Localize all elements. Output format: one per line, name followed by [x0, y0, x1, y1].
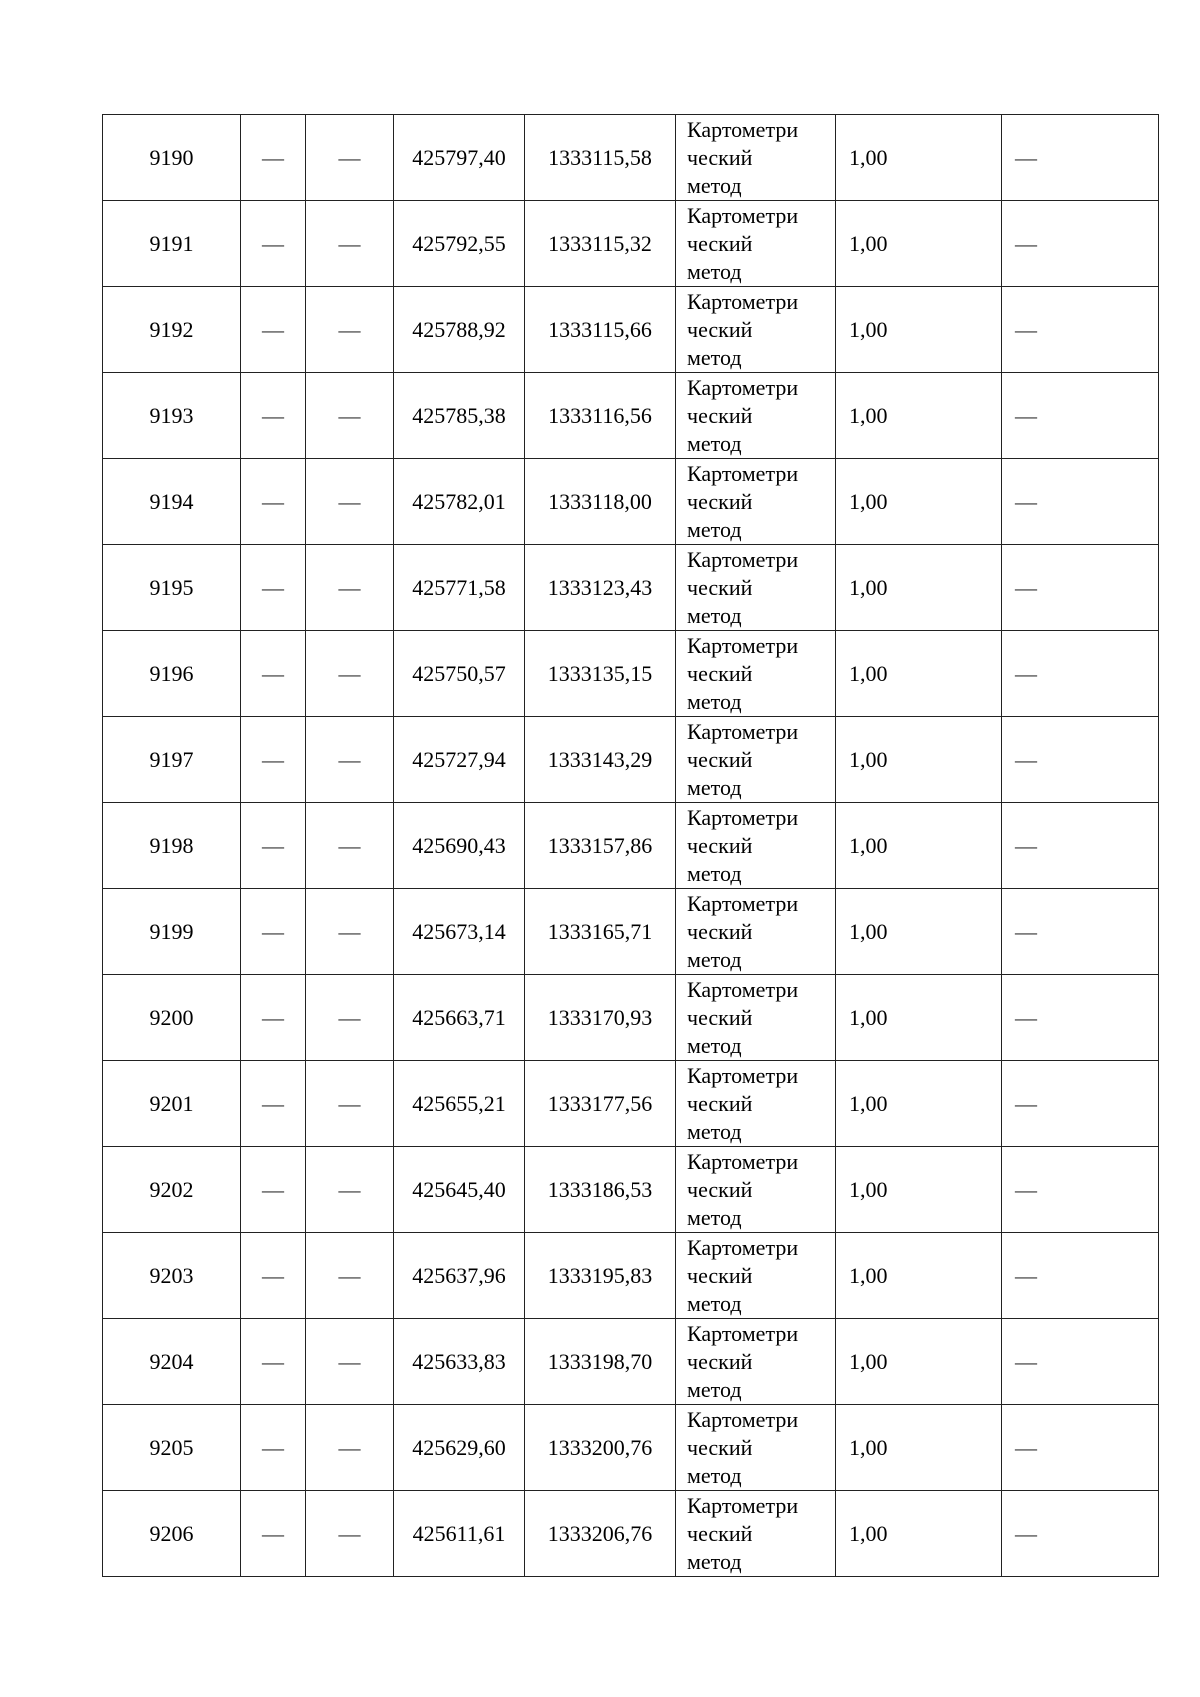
description-cell: —: [1002, 1233, 1159, 1319]
empty-value-cell: —: [241, 889, 306, 975]
empty-value-cell: —: [306, 1319, 394, 1405]
empty-value-cell: —: [241, 1405, 306, 1491]
table-row: [103, 1405, 1159, 1491]
table-row: [103, 287, 1159, 373]
method-cell: Картометри ческий метод: [676, 1061, 836, 1147]
y-coordinate-cell: 1333186,53: [525, 1147, 676, 1233]
empty-value-cell: —: [241, 545, 306, 631]
table-row: [103, 1491, 1159, 1577]
x-coordinate-cell: 425673,14: [394, 889, 525, 975]
x-coordinate-cell: 425690,43: [394, 803, 525, 889]
method-cell: Картометри ческий метод: [676, 975, 836, 1061]
table-row: [103, 717, 1159, 803]
x-coordinate-cell: 425750,57: [394, 631, 525, 717]
empty-value-cell: —: [306, 115, 394, 201]
method-cell: Картометри ческий метод: [676, 1405, 836, 1491]
table-row: [103, 459, 1159, 545]
point-number-cell: 9203: [103, 1233, 241, 1319]
empty-value-cell: —: [306, 1147, 394, 1233]
point-number-cell: 9191: [103, 201, 241, 287]
empty-value-cell: —: [241, 459, 306, 545]
description-cell: —: [1002, 1319, 1159, 1405]
table-row: [103, 975, 1159, 1061]
accuracy-cell: 1,00: [836, 803, 1002, 889]
table-row: [103, 803, 1159, 889]
point-number-cell: 9195: [103, 545, 241, 631]
method-cell: Картометри ческий метод: [676, 631, 836, 717]
method-cell: Картометри ческий метод: [676, 373, 836, 459]
y-coordinate-cell: 1333170,93: [525, 975, 676, 1061]
y-coordinate-cell: 1333123,43: [525, 545, 676, 631]
empty-value-cell: —: [241, 1319, 306, 1405]
description-cell: —: [1002, 975, 1159, 1061]
empty-value-cell: —: [241, 717, 306, 803]
table-row: [103, 1319, 1159, 1405]
point-number-cell: 9201: [103, 1061, 241, 1147]
empty-value-cell: —: [241, 201, 306, 287]
x-coordinate-cell: 425637,96: [394, 1233, 525, 1319]
accuracy-cell: 1,00: [836, 1061, 1002, 1147]
accuracy-cell: 1,00: [836, 1147, 1002, 1233]
point-number-cell: 9199: [103, 889, 241, 975]
method-cell: Картометри ческий метод: [676, 803, 836, 889]
point-number-cell: 9206: [103, 1491, 241, 1577]
empty-value-cell: —: [306, 975, 394, 1061]
empty-value-cell: —: [241, 1061, 306, 1147]
point-number-cell: 9204: [103, 1319, 241, 1405]
accuracy-cell: 1,00: [836, 115, 1002, 201]
table-body: [103, 115, 1159, 1577]
accuracy-cell: 1,00: [836, 1491, 1002, 1577]
description-cell: —: [1002, 287, 1159, 373]
point-number-cell: 9193: [103, 373, 241, 459]
accuracy-cell: 1,00: [836, 201, 1002, 287]
accuracy-cell: 1,00: [836, 459, 1002, 545]
description-cell: —: [1002, 889, 1159, 975]
empty-value-cell: —: [306, 373, 394, 459]
x-coordinate-cell: 425785,38: [394, 373, 525, 459]
table-row: [103, 545, 1159, 631]
description-cell: —: [1002, 373, 1159, 459]
point-number-cell: 9202: [103, 1147, 241, 1233]
table-row: [103, 201, 1159, 287]
y-coordinate-cell: 1333115,66: [525, 287, 676, 373]
y-coordinate-cell: 1333115,58: [525, 115, 676, 201]
description-cell: —: [1002, 545, 1159, 631]
point-number-cell: 9192: [103, 287, 241, 373]
point-number-cell: 9205: [103, 1405, 241, 1491]
accuracy-cell: 1,00: [836, 889, 1002, 975]
y-coordinate-cell: 1333200,76: [525, 1405, 676, 1491]
accuracy-cell: 1,00: [836, 545, 1002, 631]
method-cell: Картометри ческий метод: [676, 115, 836, 201]
empty-value-cell: —: [241, 287, 306, 373]
y-coordinate-cell: 1333165,71: [525, 889, 676, 975]
x-coordinate-cell: 425792,55: [394, 201, 525, 287]
x-coordinate-cell: 425771,58: [394, 545, 525, 631]
x-coordinate-cell: 425629,60: [394, 1405, 525, 1491]
description-cell: —: [1002, 115, 1159, 201]
table-row: [103, 373, 1159, 459]
empty-value-cell: —: [241, 975, 306, 1061]
y-coordinate-cell: 1333143,29: [525, 717, 676, 803]
table-row: [103, 889, 1159, 975]
accuracy-cell: 1,00: [836, 1233, 1002, 1319]
accuracy-cell: 1,00: [836, 1405, 1002, 1491]
method-cell: Картометри ческий метод: [676, 889, 836, 975]
y-coordinate-cell: 1333115,32: [525, 201, 676, 287]
empty-value-cell: —: [306, 889, 394, 975]
description-cell: —: [1002, 459, 1159, 545]
point-number-cell: 9198: [103, 803, 241, 889]
accuracy-cell: 1,00: [836, 373, 1002, 459]
empty-value-cell: —: [306, 459, 394, 545]
y-coordinate-cell: 1333195,83: [525, 1233, 676, 1319]
x-coordinate-cell: 425797,40: [394, 115, 525, 201]
y-coordinate-cell: 1333116,56: [525, 373, 676, 459]
method-cell: Картометри ческий метод: [676, 1147, 836, 1233]
description-cell: —: [1002, 1147, 1159, 1233]
empty-value-cell: —: [306, 1061, 394, 1147]
empty-value-cell: —: [306, 631, 394, 717]
method-cell: Картометри ческий метод: [676, 287, 836, 373]
method-cell: Картометри ческий метод: [676, 545, 836, 631]
y-coordinate-cell: 1333177,56: [525, 1061, 676, 1147]
x-coordinate-cell: 425727,94: [394, 717, 525, 803]
x-coordinate-cell: 425633,83: [394, 1319, 525, 1405]
y-coordinate-cell: 1333157,86: [525, 803, 676, 889]
description-cell: —: [1002, 717, 1159, 803]
accuracy-cell: 1,00: [836, 1319, 1002, 1405]
empty-value-cell: —: [306, 201, 394, 287]
empty-value-cell: —: [241, 631, 306, 717]
x-coordinate-cell: 425788,92: [394, 287, 525, 373]
point-number-cell: 9190: [103, 115, 241, 201]
empty-value-cell: —: [241, 1233, 306, 1319]
y-coordinate-cell: 1333206,76: [525, 1491, 676, 1577]
method-cell: Картометри ческий метод: [676, 1233, 836, 1319]
empty-value-cell: —: [306, 717, 394, 803]
coordinates-table: [102, 114, 1159, 1577]
empty-value-cell: —: [241, 115, 306, 201]
method-cell: Картометри ческий метод: [676, 459, 836, 545]
y-coordinate-cell: 1333118,00: [525, 459, 676, 545]
method-cell: Картометри ческий метод: [676, 1491, 836, 1577]
point-number-cell: 9200: [103, 975, 241, 1061]
accuracy-cell: 1,00: [836, 631, 1002, 717]
x-coordinate-cell: 425645,40: [394, 1147, 525, 1233]
accuracy-cell: 1,00: [836, 975, 1002, 1061]
description-cell: —: [1002, 631, 1159, 717]
accuracy-cell: 1,00: [836, 287, 1002, 373]
description-cell: —: [1002, 1405, 1159, 1491]
empty-value-cell: —: [241, 373, 306, 459]
table-row: [103, 1061, 1159, 1147]
empty-value-cell: —: [306, 1491, 394, 1577]
empty-value-cell: —: [241, 1491, 306, 1577]
y-coordinate-cell: 1333198,70: [525, 1319, 676, 1405]
empty-value-cell: —: [306, 545, 394, 631]
empty-value-cell: —: [241, 1147, 306, 1233]
y-coordinate-cell: 1333135,15: [525, 631, 676, 717]
table-row: [103, 631, 1159, 717]
table-row: [103, 1233, 1159, 1319]
point-number-cell: 9194: [103, 459, 241, 545]
method-cell: Картометри ческий метод: [676, 201, 836, 287]
point-number-cell: 9196: [103, 631, 241, 717]
description-cell: —: [1002, 1491, 1159, 1577]
table-row: [103, 1147, 1159, 1233]
empty-value-cell: —: [241, 803, 306, 889]
x-coordinate-cell: 425611,61: [394, 1491, 525, 1577]
empty-value-cell: —: [306, 803, 394, 889]
empty-value-cell: —: [306, 287, 394, 373]
x-coordinate-cell: 425782,01: [394, 459, 525, 545]
method-cell: Картометри ческий метод: [676, 1319, 836, 1405]
table-row: [103, 115, 1159, 201]
empty-value-cell: —: [306, 1233, 394, 1319]
method-cell: Картометри ческий метод: [676, 717, 836, 803]
x-coordinate-cell: 425663,71: [394, 975, 525, 1061]
empty-value-cell: —: [306, 1405, 394, 1491]
x-coordinate-cell: 425655,21: [394, 1061, 525, 1147]
description-cell: —: [1002, 201, 1159, 287]
point-number-cell: 9197: [103, 717, 241, 803]
description-cell: —: [1002, 1061, 1159, 1147]
accuracy-cell: 1,00: [836, 717, 1002, 803]
description-cell: —: [1002, 803, 1159, 889]
